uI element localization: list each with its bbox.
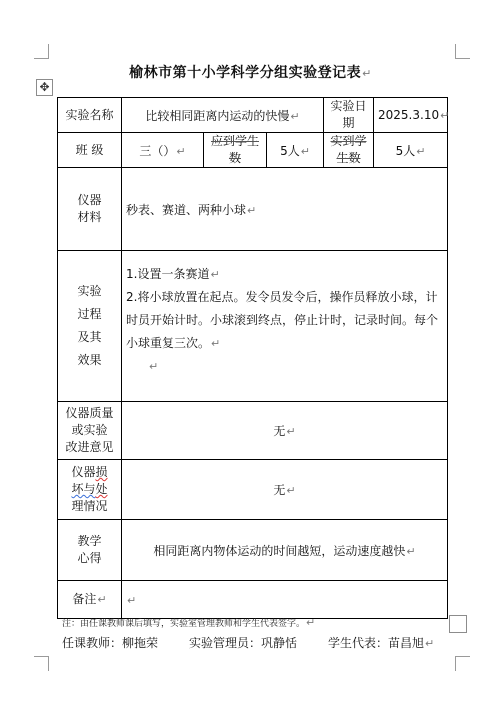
class-value: 三（）	[139, 143, 176, 158]
expected-students-cell[interactable]	[267, 133, 324, 168]
experiment-name-cell[interactable]	[122, 98, 324, 133]
equipment-label-line-1: 仪器	[77, 193, 102, 207]
footnote	[62, 616, 315, 629]
remarks-cell[interactable]	[122, 581, 448, 619]
table-row	[58, 133, 448, 168]
experiment-date-value: 2025.3.10	[378, 108, 440, 122]
table-row	[58, 460, 448, 520]
paragraph-mark-icon: ↵	[290, 109, 300, 123]
damage-label-line-2	[62, 481, 117, 498]
remarks-label-cell	[58, 581, 122, 619]
paragraph-mark-icon: ↵	[211, 337, 221, 350]
paragraph-mark-icon: ↵	[300, 144, 310, 158]
title-text: 榆林市第十小学科学分组实验登记表	[129, 65, 362, 81]
class-cell[interactable]	[122, 133, 204, 168]
damage-value: 无	[273, 483, 286, 497]
experiment-date-cell[interactable]	[374, 98, 448, 133]
teaching-insight-label-line-1: 教学	[77, 534, 102, 548]
footnote-text: 注：由任课教师课后填写，实验室管理教师和学生代表签字。	[62, 619, 306, 629]
damage-label-part: 处	[95, 482, 108, 496]
table-row	[58, 402, 448, 460]
page-corner-top-left	[34, 44, 49, 59]
expected-students-value: 5人	[280, 143, 300, 158]
remarks-label: 备注	[72, 592, 97, 606]
table-row	[58, 520, 448, 581]
experiment-date-label-cell	[324, 98, 374, 133]
process-label-line-1: 实验	[77, 284, 102, 298]
actual-students-value: 5人	[395, 143, 416, 158]
signature-student-text: 学生代表：苗昌旭	[328, 636, 425, 650]
paragraph-mark-icon: ↵	[306, 616, 316, 629]
damage-label-part: 坏与	[71, 482, 96, 496]
paragraph-mark-icon: ↵	[97, 593, 107, 606]
teaching-insight-cell[interactable]	[122, 520, 448, 581]
paragraph-mark-icon: ↵	[416, 144, 426, 158]
paragraph-mark-icon: ↵	[406, 544, 416, 558]
table-row	[58, 98, 448, 133]
process-cell[interactable]	[122, 251, 448, 402]
table-resize-handle-icon[interactable]	[449, 615, 467, 633]
signature-teacher	[62, 634, 158, 651]
signature-teacher-text: 任课教师：柳拖荣	[62, 636, 159, 650]
improvement-cell[interactable]	[122, 402, 448, 460]
paragraph-mark-icon: ↵	[362, 67, 372, 80]
equipment-label-cell	[58, 168, 122, 251]
registration-table	[57, 97, 448, 619]
damage-label-line-1	[62, 464, 117, 481]
process-label-line-2: 过程	[77, 307, 102, 321]
actual-students-label-cell	[324, 133, 374, 168]
page-corner-bottom-right	[455, 656, 470, 671]
experiment-date-label: 实验日期	[330, 99, 367, 130]
experiment-name-label-cell	[58, 98, 122, 133]
process-label-line-3: 及其	[77, 330, 102, 344]
damage-label-part: 仪器	[71, 465, 96, 479]
class-label: 班 级	[75, 142, 104, 157]
paragraph-mark-icon: ↵	[286, 484, 296, 497]
equipment-label-line-2: 材料	[77, 210, 102, 224]
teaching-insight-label-line-2: 心得	[77, 551, 102, 565]
expected-students-label: 应到学生数	[210, 134, 259, 165]
expected-students-label-cell	[204, 133, 267, 168]
damage-label-cell	[58, 460, 122, 520]
paragraph-mark-icon: ↵	[286, 425, 296, 438]
signature-student	[328, 634, 434, 651]
paragraph-mark-icon: ↵	[149, 360, 159, 373]
experiment-name-value: 比较相同距离内运动的快慢	[145, 108, 290, 123]
table-row	[58, 251, 448, 402]
improvement-label-line-1: 仪器质量	[65, 406, 114, 420]
page-corner-top-right	[455, 44, 470, 59]
page-corner-bottom-left	[34, 656, 49, 671]
teaching-insight-value: 相同距离内物体运动的时间越短，运动速度越快	[153, 543, 406, 558]
paragraph-mark-icon: ↵	[425, 637, 435, 650]
equipment-value: 秒表、赛道、两种小球	[126, 202, 247, 217]
table-move-handle-icon[interactable]: ✥	[36, 79, 53, 96]
class-label-cell	[58, 133, 122, 168]
process-label-cell	[58, 251, 122, 402]
teaching-insight-label-cell	[58, 520, 122, 581]
paragraph-mark-icon: ↵	[127, 593, 137, 607]
actual-students-cell[interactable]	[374, 133, 448, 168]
process-step-2: 2.将小球放置在起点。发令员发令后，操作员释放小球，计时员开始计时。小球滚到终点，停止计时，记录时间。每个小球重复三次。	[126, 290, 439, 350]
paragraph-mark-icon: ↵	[247, 203, 257, 217]
table-row	[58, 581, 448, 619]
experiment-name-label: 实验名称	[65, 107, 114, 122]
table-row	[58, 168, 448, 251]
paragraph-mark-icon: ↵	[176, 144, 186, 158]
signature-manager	[189, 634, 297, 651]
damage-label-line-3: 理情况	[71, 499, 108, 513]
improvement-label-cell	[58, 402, 122, 460]
process-step-1: 1.设置一条赛道	[126, 267, 210, 281]
improvement-value: 无	[273, 424, 286, 438]
paragraph-mark-icon: ↵	[440, 109, 450, 122]
damage-cell[interactable]	[122, 460, 448, 520]
improvement-label-line-3: 改进意见	[65, 440, 114, 454]
page-title	[0, 62, 501, 82]
paragraph-mark-icon: ↵	[210, 268, 220, 281]
signature-manager-text: 实验管理员：巩静恬	[189, 636, 298, 650]
actual-students-label: 实到学生数	[330, 134, 367, 165]
damage-label-part: 损	[95, 465, 108, 479]
improvement-label-line-2: 或实验	[71, 423, 108, 437]
process-label-line-4: 效果	[77, 353, 102, 367]
equipment-cell[interactable]	[122, 168, 448, 251]
